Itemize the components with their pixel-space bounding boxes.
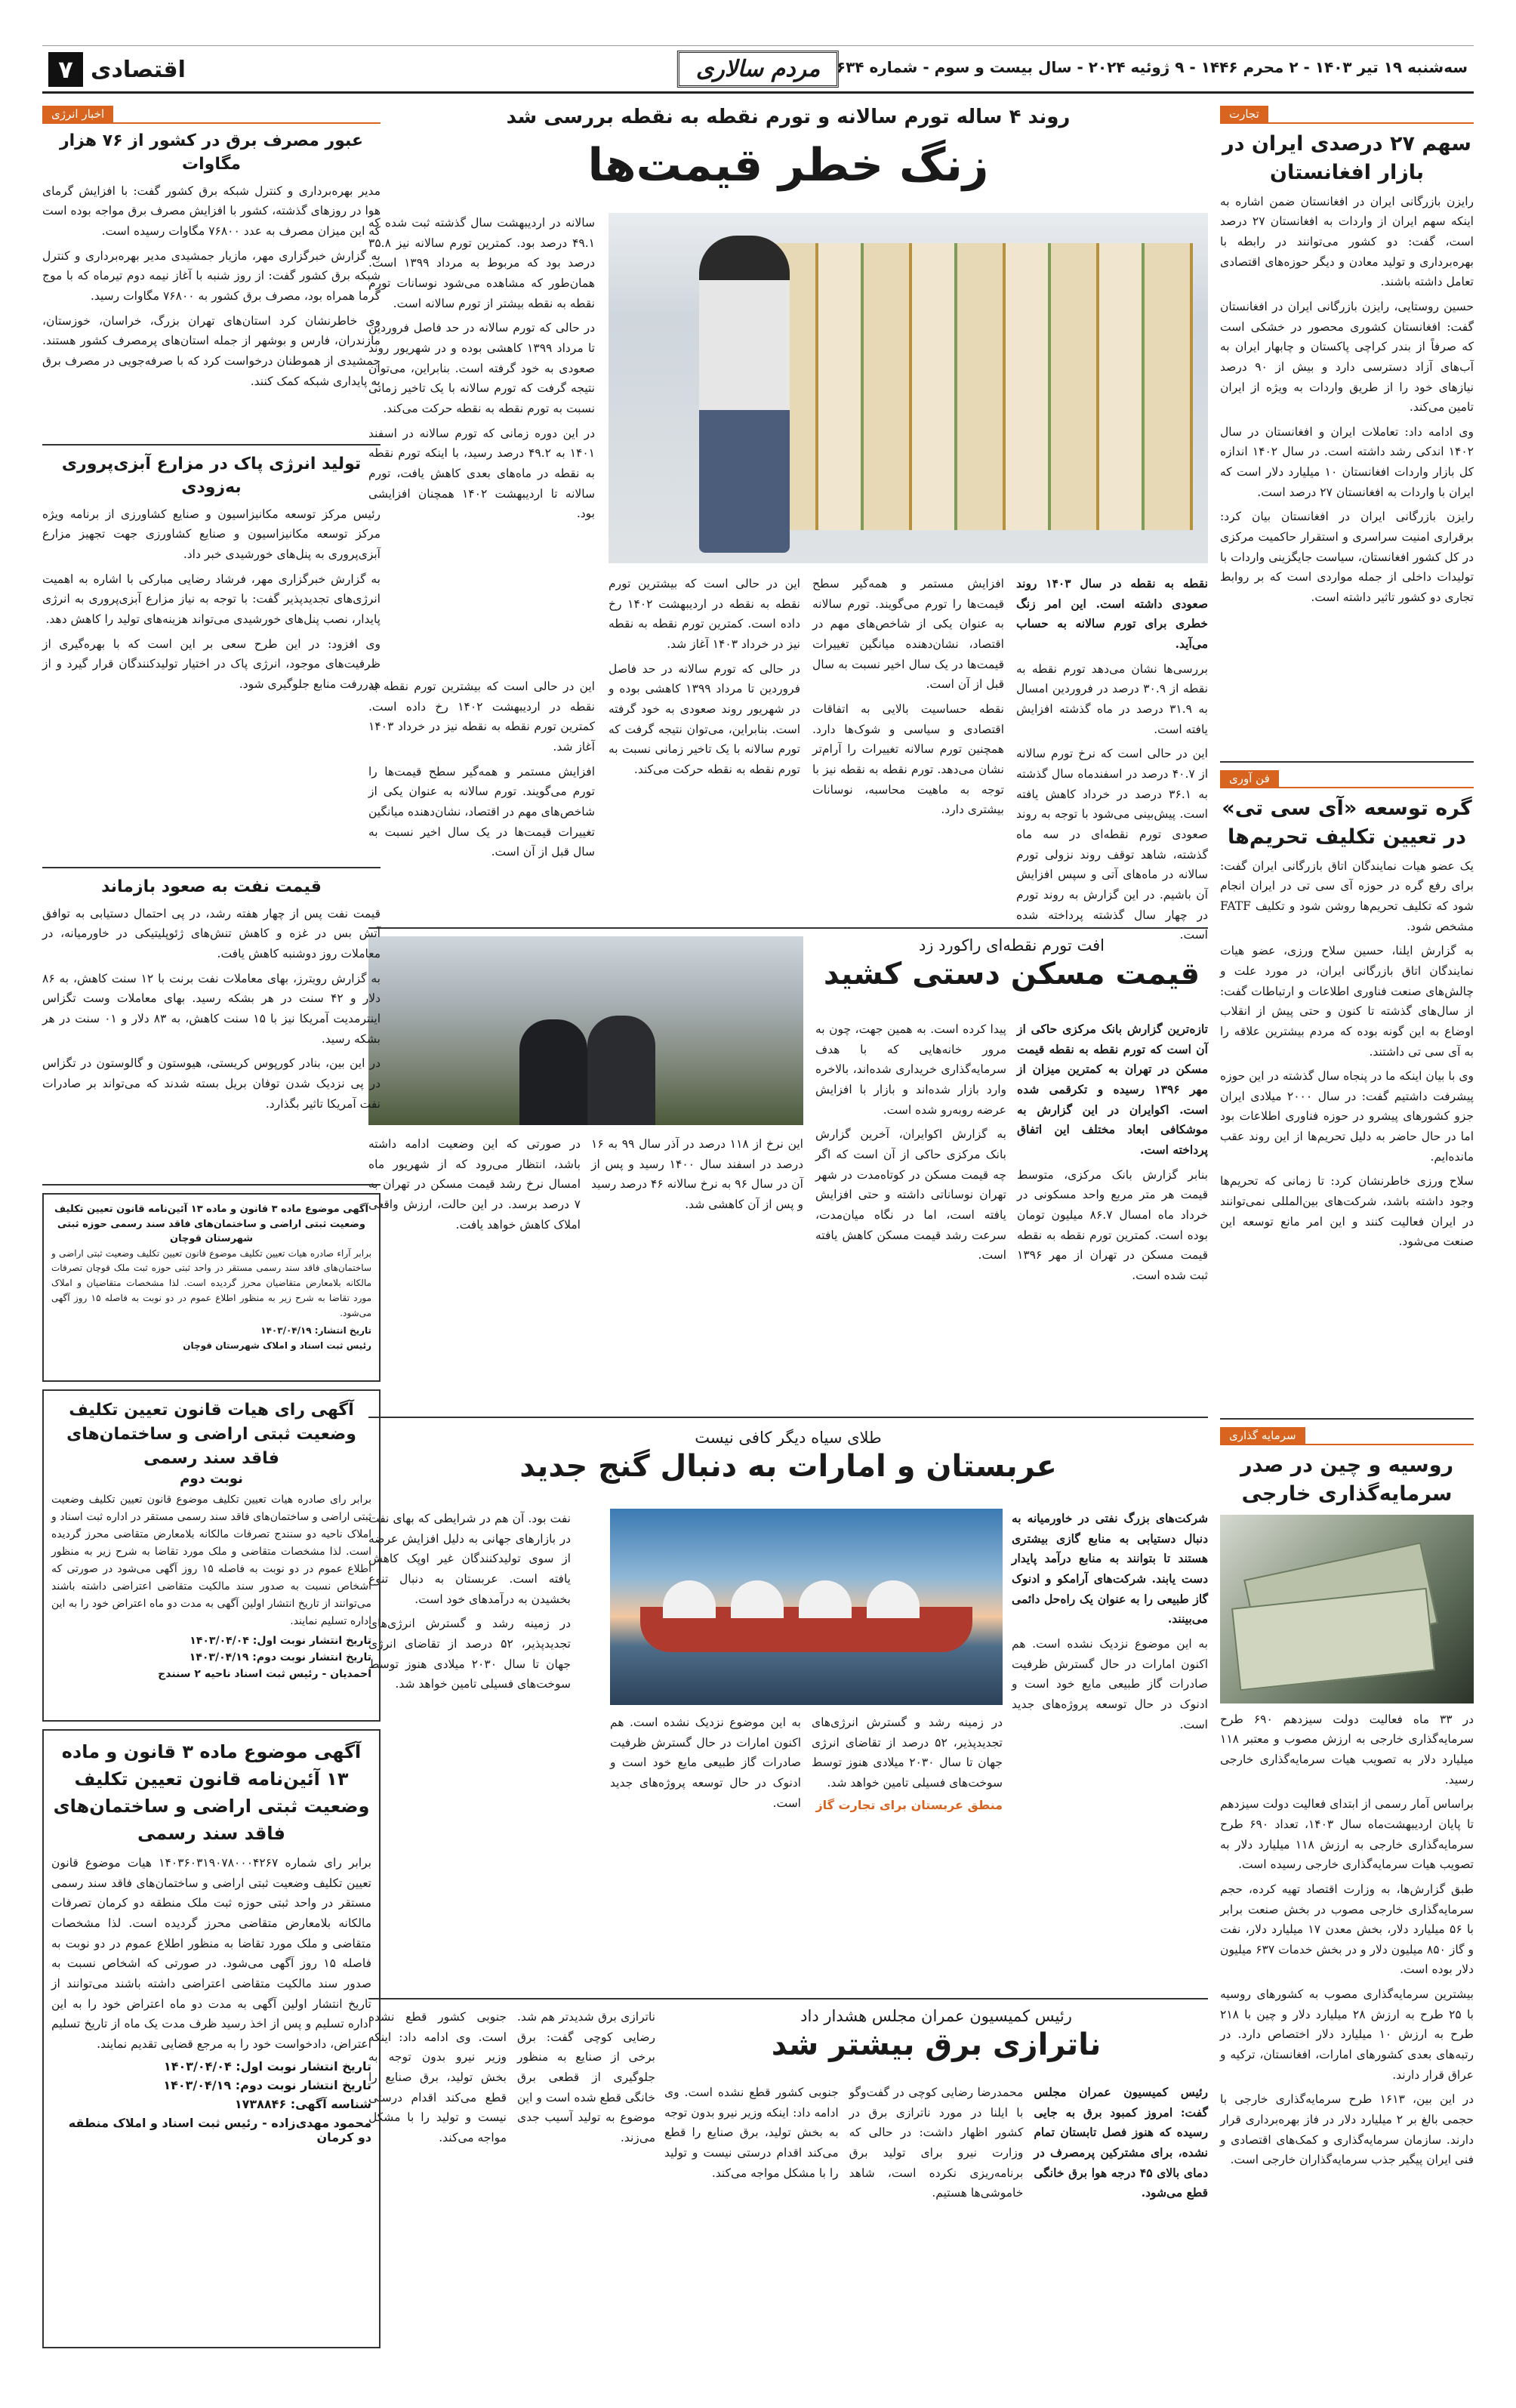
gas-paragraph: به این موضوع نزدیک نشده است. هم اکنون امارات در حال گسترش ظرفیت صادرات گاز طبیعی مایع خود است و ادنوک در حال توسعه پروژه‌های جدید است. [610, 1716, 801, 1810]
notice-kerman-title: آگهی موضوع ماده ۳ قانون و ماده ۱۳ آئین‌نامه قانون تعیین تکلیف وضعیت ثبتی اراضی و ساختمان‌های فاقد سند رسمی [53, 1741, 370, 1844]
trade-paragraph: رایزن بازرگانی ایران در افغانستان ضمن اشاره به اینکه سهم ایران از واردات به افغانستان ۲۷ درصد است، گفت: دو کشور می‌توانند در رابطه با بهره‌برداری و تولید معادن و دیگر حوزه‌های اقتصادی تعامل داشته باشند. [1220, 194, 1474, 289]
gas-lede: شرکت‌های بزرگ نفتی در خاورمیانه به دنبال دستیابی به منابع گازی بیشتری هستند تا بتوانند به منابع درآمد پایدار دست یابند. شرکت‌های آرامکو و ادنوک گاز طبیعی را به عنوان یک راه‌حل دائمی می‌بینند. [1012, 1511, 1208, 1626]
gas-paragraph: نفت بود. آن هم در شرایطی که بهای نفت در بازارهای جهانی به دلیل افزایش عرضه از سوی تولیدکنندگان غیر اوپک کاهش یافته است. عربستان به دنبال تنوع بخشیدن به درآمدهای خود است. [368, 1512, 571, 1606]
invest-paragraph: طبق گزارش‌ها، به وزارت اقتصاد تهیه کرده، حجم سرمایه‌گذاری خارجی مصوب در بخش صنعت برابر با ۵۶ میلیارد دلار، بخش معدن ۱۷ میلیارد دلار، نفت و گاز ۸۵۰ میلیون دلار و در بخش خدمات ۶۳۷ میلیون دلار بوده است. [1220, 1882, 1474, 1977]
newspaper-logo: مردم سالاری [677, 51, 839, 88]
agri-energy-paragraph: به گزارش خبرگزاری مهر، فرشاد رضایی مبارکی با اشاره به اهمیت انرژی‌های تجدیدپذیر گفت: با توجه به نیاز مزارع آبزی‌پروری به انرژی پایدار، نصب پنل‌های خورشیدی می‌تواند هزینه‌های تولید را کاهش دهد. [42, 572, 381, 626]
notice-sanandaj-signature: احمدیان - رئیس ثبت اسناد ناحیه ۲ سنندج [158, 1668, 371, 1681]
gas-kicker: طلای سیاه دیگر کافی نیست [695, 1429, 882, 1447]
trade-paragraph: حسین روستایی، رایزن بازرگانی ایران در افغانستان گفت: افغانستان کشوری محصور در خشکی است که صرفاً از بندر کراچی پاکستان و چابهار ایران به آب‌های آزاد دسترسی دارد و بیش از ۹۰ درصد نیازهای خود را از طریق واردات به ویژه از ایران تامین می‌کند. [1220, 299, 1474, 415]
electricity-paragraph: وی خاطرنشان کرد استان‌های تهران بزرگ، خراسان، خوزستان، مازندران، فارس و بوشهر از جمله استان‌های پرمصرف کشور هستند. جمشیدی از هموطنان درخواست کرد که با صرفه‌جویی در مصرف برق به پایداری شبکه کمک کنند. [42, 313, 381, 388]
invest-headline: روسیه و چین در صدر سرمایه‌گذاری خارجی [1240, 1454, 1454, 1506]
power-lede: رئیس کمیسیون عمران مجلس گفت: امروز کمبود برق به جایی رسیده که هنوز فصل تابستان تمام نشده، برای مشترکین پرمصرف در دمای بالای ۴۵ درجه هوا برق خانگی قطع می‌شود. [1034, 2085, 1208, 2200]
power-paragraph: محمدرضا رضایی کوچی در گفت‌وگو با ایلنا در مورد ناترازی برق در کشور اظهار داشت: در حالی که وزارت نیرو برای تولید برق برنامه‌ریزی نکرده است، شاهد خاموشی‌ها هستیم. [849, 2086, 1024, 2200]
invest-paragraph: در ۳۳ ماه فعالیت دولت سیزدهم ۶۹۰ طرح سرمایه‌گذاری خارجی به ارزش مصوب و معتبر ۱۱۸ میلیارد دلار به تصویب هیات سرمایه‌گذاری خارجی رسید. [1220, 1712, 1474, 1787]
housing-paragraph: در صورتی که این وضعیت ادامه داشته باشد، انتظار می‌رود که از شهریور ماه امسال نرخ رشد قیمت مسکن در تهران به ۷ درصد برسد. در این حالت، ارزش واقعی املاک کاهش خواهد یافت. [368, 1137, 581, 1232]
trade-paragraph: رایزن بازرگانی ایران در افغانستان بیان کرد: برقراری امنیت سراسری و استقرار حاکمیت مرکزی در کل کشور افغانستان، سیاست جایگزینی واردات با تولیدات داخلی از جمله مواردی است که بر روابط تجاری دو کشور تاثیر داشته است. [1220, 510, 1474, 605]
housing-kicker: افت تورم نقطه‌ای راکورد زد [918, 936, 1105, 954]
fatf-paragraph: سلاح ورزی خاطرنشان کرد: تا زمانی که تحریم‌ها وجود داشته باشد، شرکت‌های بین‌المللی نمی‌توانند در ایران فعالیت کنند و این امر مانع توسعه این صنعت می‌شود. [1220, 1174, 1474, 1249]
lead-kicker: روند ۴ ساله تورم سالانه و تورم نقطه به نقطه بررسی شد [506, 106, 1071, 128]
agri-energy-paragraph: وی افزود: در این طرح سعی بر این است که با بهره‌گیری از ظرفیت‌های موجود، انرژی پاک در اختیار تولیدکنندگان قرار گیرد و از هدررفت منابع جلوگیری شود. [42, 637, 381, 691]
lead-paragraph: در حالی که تورم سالانه در حد فاصل فروردین تا مرداد ۱۳۹۹ کاهشی بوده و در شهریور روند صعودی به خود گرفته است. بنابراین، می‌توان نتیجه گرفت که تورم سالانه با یک تاخیر زمانی نسبت به تورم نقطه به نقطه حرکت می‌کند. [368, 321, 595, 415]
notice-kerman-date2: تاریخ انتشار نوبت دوم: ۱۴۰۳/۰۴/۱۹ [163, 2077, 371, 2092]
notice-kerman-code: شناسه آگهی: ۱۷۳۸۸۴۶ [234, 2096, 371, 2111]
agri-energy-article [42, 453, 381, 868]
lead-paragraph: سالانه در اردیبهشت سال گذشته ثبت شده که ۴۹.۱ درصد بود. کمترین تورم سالانه نیز ۳۵.۸ درصد بود که مربوط به مرداد ۱۳۹۹ است. همان‌طور که مشاهده می‌شود نوسانات تورم نقطه به نقطه بیشتر از تورم سالانه است. [368, 216, 595, 310]
lng-tanker-photo [610, 1509, 1003, 1705]
lead-paragraph: افزایش مستمر و همه‌گیر سطح قیمت‌ها را تورم می‌گویند. تورم سالانه به عنوان یکی از شاخص‌های مهم در اقتصاد، نشان‌دهنده میانگین تغییرات قیمت‌ها در یک سال اخیر نسبت به سال قبل از آن است. [368, 764, 595, 859]
electricity-tag: اخبار انرژی [42, 106, 113, 122]
lead-lede: نقطه به نقطه در سال ۱۴۰۳ روند صعودی داشته است. این امر زنگ خطری برای تورم سالانه به حساب می‌آید. [1016, 576, 1208, 651]
housing-paragraph: این نرخ از ۱۱۸ درصد در آذر سال ۹۹ به ۱۶ درصد در اسفند سال ۱۴۰۰ رسید و پس از آن در سال ۹۶ به نرخ سالانه ۴۶ درصد رسید و پس از آن کاهشی شد. [591, 1137, 803, 1211]
section-header [48, 51, 186, 88]
agri-energy-headline: تولید انرژی پاک در مزارع آبزی‌پروری به‌زودی [61, 455, 362, 497]
issue-date: سه‌شنبه ۱۹ تیر ۱۴۰۳ - ۲ محرم ۱۴۴۶ - ۹ ژوئیه ۲۰۲۴ - سال بیست و سوم - شماره ۶۳۴ [836, 58, 1468, 76]
left-column [42, 106, 381, 2363]
city-skyline-photo [368, 936, 803, 1125]
trade-article [1220, 106, 1474, 763]
page-number: ۷ [48, 52, 83, 87]
oil-price-paragraph: به گزارش رویترز، بهای معاملات نفت برنت با ۱۲ سنت کاهش، به ۸۶ دلار و ۴۲ سنت در هر بشکه رسید. بهای معاملات وست تگزاس اینترمدیت آمریکا نیز با ۱۵ سنت کاهش، به ۸۳ دلار و ۰۱ سنت در هر بشکه رسید. [42, 971, 381, 1046]
notice-quchan-title: آگهی موضوع ماده ۳ قانون و ماده ۱۳ آئین‌نامه قانون تعیین تکلیف وضعیت ثبتی اراضی و ساختمان‌های فاقد سند رسمی حوزه ثبتی شهرستان قوچان [54, 1204, 368, 1244]
gas-source-subhead: منطق عربستان برای تجارت گاز [815, 1797, 1003, 1812]
housing-article [368, 927, 1208, 1418]
agri-energy-paragraph: رئیس مرکز توسعه مکانیزاسیون و صنایع کشاورزی از برنامه ویژه مرکز توسعه مکانیزاسیون و صنایع کشاورزی جهت تجهیز مزارع آبزی‌پروری به پنل‌های خورشیدی خبر داد. [42, 507, 381, 561]
lead-headline: زنگ خطر قیمت‌ها [587, 139, 989, 192]
notice-sanandaj [42, 1389, 381, 1722]
fatf-paragraph: وی با بیان اینکه ما در پنجاه سال گذشته در این حوزه پیشرفت داشتیم گفت: در سال ۲۰۰۰ میلادی ایران جزو کشورهای پیشرو در حوزه فناوری اطلاعات بود اما در حال حاضر به دلیل تحریم‌ها از این روند عقب مانده‌ایم. [1220, 1069, 1474, 1164]
housing-headline: قیمت مسکن دستی کشید [823, 957, 1200, 991]
power-article [368, 2007, 1208, 2362]
electricity-article [42, 106, 381, 446]
lead-paragraph: در حالی که تورم سالانه در حد فاصل فروردین تا مرداد ۱۳۹۹ کاهشی بوده و در شهریور روند صعودی به خود گرفته است. بنابراین، می‌توان نتیجه گرفت که تورم سالانه با یک تاخیر زمانی نسبت به تورم نقطه به نقطه حرکت می‌کند. [609, 661, 800, 776]
invest-article [1220, 1427, 1474, 2348]
housing-paragraph: بنابر گزارش بانک مرکزی، متوسط قیمت هر متر مربع واحد مسکونی در خرداد ماه امسال ۸۶.۷ میلیون تومان بوده است. کمترین تورم نقطه به نقطه قیمت مسکن در تهران از مهر ۱۳۹۶ ثبت شده است. [1017, 1167, 1208, 1282]
trade-headline: سهم ۲۷ درصدی ایران در بازار افغانستان [1222, 132, 1471, 184]
notice-kerman [42, 1729, 381, 2348]
invest-paragraph: براساس آمار رسمی از ابتدای فعالیت دولت سیزدهم تا پایان اردیبهشت‌ماه سال ۱۴۰۳، تعداد ۶۹۰ طرح سرمایه‌گذاری خارجی به ارزش ۱۱۸ میلیارد دلار به تصویب هیات سرمایه‌گذاری خارجی رسیده است. [1220, 1797, 1474, 1872]
oil-price-article [42, 876, 381, 1186]
housing-lede: تازه‌ترین گزارش بانک مرکزی حاکی از آن است که تورم نقطه به نقطه قیمت مسکن در تهران به کمترین میزان از مهر ۱۳۹۶ رسیده و تکرقمی شده است. اکوایران در این گزارش به موشکافی ابعاد مختلف این اتفاق پرداخته است. [1017, 1022, 1208, 1157]
power-paragraph: ناترازی برق شدیدتر هم شد. رضایی کوچی گفت: برق برخی از صنایع به منظور جلوگیری از قطعی برق خانگی قطع شده است و این موضوع به تولید آسیب جدی می‌زند. [517, 2010, 655, 2144]
electricity-headline: عبور مصرف برق در کشور از ۷۶ هزار مگاوات [59, 131, 364, 174]
housing-paragraph: پیدا کرده است. به همین جهت، چون به مرور خانه‌هایی که با هدف سرمایه‌گذاری خریداری شده‌اند، بالاخره وارد بازار شده‌اند و بازار با افزایش عرضه روبه‌رو شده است. [815, 1022, 1006, 1117]
gas-paragraph: در زمینه رشد و گسترش انرژی‌های تجدیدپذیر، ۵۲ درصد از تقاضای انرژی جهان تا سال ۲۰۳۰ میلادی هنوز توسط سوخت‌های فسیلی تامین خواهد شد. [368, 1617, 571, 1691]
lead-paragraph: این در حالی است که بیشترین تورم نقطه به نقطه در اردیبهشت ۱۴۰۲ رخ داده است. کمترین تورم نقطه به نقطه نیز در خرداد ۱۴۰۳ آغاز شد. [609, 577, 800, 651]
power-headline: ناترازی برق بیشتر شد [771, 2027, 1102, 2062]
gas-headline: عربستان و امارات به دنبال گنج جدید [519, 1449, 1057, 1484]
fatf-tag: فن آوری [1220, 770, 1279, 787]
notice-kerman-signature: محمود مهدی‌زاده - رئیس ثبت اسناد و املاک منطقه دو کرمان [68, 2115, 371, 2144]
notice-sanandaj-title: آگهی رای هیات قانون تعیین تکلیف وضعیت ثبتی اراضی و ساختمان‌های فاقد سند رسمی [66, 1401, 356, 1468]
lead-paragraph: نقطه حساسیت بالایی به اتفاقات اقتصادی و سیاسی و شوک‌ها دارد. همچنین تورم سالانه تغییرات را آرام‌تر نشان می‌دهد. تورم نقطه به نقطه نیز با توجه به ماهیت محاسبه، نوسانات بیشتری دارد. [812, 701, 1004, 817]
section-label: اقتصادی [91, 56, 186, 83]
oil-price-paragraph: در این بین، بنادر کورپوس کریستی، هیوستون و گالوستون در تگزاس در پی نزدیک شدن توفان بریل بسته شدند که می‌تواند بر صادرات نفت آمریکا تاثیر بگذارد. [42, 1056, 381, 1111]
rice-shelves-photo [609, 213, 1208, 563]
notice-sanandaj-date1: تاریخ انتشار نوبت اول: ۱۴۰۳/۰۴/۰۴ [190, 1635, 371, 1648]
power-paragraph: جنوبی کشور قطع نشده است. وی ادامه داد: اینکه وزیر نیرو بدون توجه به بخش تولید، برق صنایع را قطع می‌کند اقدام درستی نیست و تولید را با مشکل مواجه می‌کند. [368, 2010, 507, 2144]
dollar-bills-photo [1220, 1515, 1474, 1703]
notice-quchan-signature: رئیس ثبت اسناد و املاک شهرستان قوچان [183, 1340, 371, 1352]
notice-quchan-body: برابر آراء صادره هیات تعیین تکلیف موضوع قانون تعیین تکلیف وضعیت ثبتی اراضی و ساختمان‌های فاقد سند رسمی مستقر در واحد ثبتی حوزه ثبت ملک قوچان تصرفات مالکانه بلامعارض متقاضیان محرز گردیده است. لذا مشخصات متقاضیان و املاک مورد تقاضا به شرح زیر به منظور اطلاع عموم در دو نوبت به فاصله ۱۵ روز آگهی می‌شود. [51, 1247, 372, 1318]
notice-quchan [42, 1193, 381, 1382]
notice-kerman-date1: تاریخ انتشار نوبت اول: ۱۴۰۳/۰۴/۰۴ [163, 2058, 371, 2073]
masthead [42, 45, 1474, 94]
notice-quchan-date: تاریخ انتشار: ۱۴۰۳/۰۴/۱۹ [260, 1325, 371, 1337]
notice-sanandaj-date2: تاریخ انتشار نوبت دوم: ۱۴۰۳/۰۴/۱۹ [189, 1651, 371, 1664]
power-paragraph: جنوبی کشور قطع نشده است. وی ادامه داد: اینکه وزیر نیرو بدون توجه به بخش تولید، برق صنایع را قطع می‌کند اقدام درستی نیست و تولید را با مشکل مواجه می‌کند. [664, 2086, 839, 2180]
lead-paragraph: این در حالی است که بیشترین تورم نقطه به نقطه در اردیبهشت ۱۴۰۲ رخ داده است. کمترین تورم نقطه به نقطه نیز در خرداد ۱۴۰۳ آغاز شد. [368, 680, 595, 754]
electricity-paragraph: مدیر بهره‌برداری و کنترل شبکه برق کشور گفت: با افزایش گرمای هوا در روزهای گذشته، کشور با افزایش مصرف برق مواجه بوده است که این میزان مصرف به عدد ۷۶۸۰۰ مگاوات رسیده است. [42, 183, 381, 238]
lead-paragraph: بررسی‌ها نشان می‌دهد تورم نقطه به نقطه از ۳۰.۹ درصد در فروردین امسال به ۳۱.۹ درصد در ماه گذشته افزایش یافته است. [1016, 661, 1209, 736]
invest-paragraph: در این بین، ۱۶۱۳ طرح سرمایه‌گذاری خارجی با حجمی بالغ بر ۲ میلیارد دلار در فاز بهره‌برداری قرار دارند. سازمان سرمایه‌گذاری و کمک‌های اقتصادی و فنی ایران پیگیر جذب سرمایه‌گذاران خارجی است. [1220, 2092, 1474, 2167]
oil-price-headline: قیمت نفت به صعود بازماند [101, 877, 322, 896]
housing-paragraph: به گزارش اکوایران، آخرین گزارش بانک مرکزی حاکی از آن است که اگر چه قیمت مسکن در کوتاه‌مدت در شهر تهران نوساناتی داشته و حتی افزایش یافته است، اما در نگاه میان‌مدت، سرعت رشد قیمت مسکن کاهش یافته است. [815, 1127, 1006, 1263]
fatf-paragraph: به گزارش ایلنا، حسین سلاح ورزی، عضو هیات نمایندگان اتاق بازرگانی ایران، در مورد علت و چالش‌های صنعت فناوری اطلاعات و ارتباطات گفت: از سال‌های گذشته تا کنون و حتی پیش از انقلاب اوضاع به این گونه بوده که مردم بیشترین علاقه را به آی سی تی داشتند. [1220, 944, 1474, 1059]
fatf-paragraph: یک عضو هیات نمایندگان اتاق بازرگانی ایران گفت: برای رفع گره در حوزه آی سی تی در ایران انجام شود که تکلیف تحریم‌ها روشن شود و تکلیف FATF مشخص شود. [1220, 859, 1474, 933]
trade-paragraph: وی ادامه داد: تعاملات ایران و افغانستان در سال ۱۴۰۲ اندکی رشد داشته است. در سال ۱۴۰۲ اندازه کل بازار واردات افغانستان ۱۰ میلیارد دلار است که ایران با واردات به افغانستان ۲۷ درصد است. [1220, 424, 1474, 499]
lead-paragraph: این در حالی است که نرخ تورم سالانه از ۴۰.۷ درصد در اسفندماه سال گذشته به ۳۶.۱ درصد در خرداد کاهش یافته است. پیش‌بینی می‌شود با توجه به روند صعودی تورم نقطه‌ای در سه ماه گذشته، شاهد توقف روند نزولی تورم سالانه در ماه‌های آتی و سپس افزایش آن باشیم. در این گزارش به روند تورم در چهار سال گذشته پرداخته شده است. [1016, 747, 1209, 942]
right-column [1220, 106, 1474, 2356]
lead-article [368, 106, 1209, 942]
electricity-paragraph: به گزارش خبرگزاری مهر، مازیار جمشیدی مدیر بهره‌برداری و کنترل شبکه برق کشور گفت: از روز شنبه با آغاز نیمه دوم تیرماه که با موج گرما همراه بود، مصرف برق کشور به ۷۶۸۰۰ مگاوات رسید. [42, 248, 381, 303]
lead-paragraph: افزایش مستمر و همه‌گیر سطح قیمت‌ها را تورم می‌گویند. تورم سالانه به عنوان یکی از شاخص‌های مهم در اقتصاد، نشان‌دهنده میانگین تغییرات قیمت‌ها در یک سال اخیر نسبت به سال قبل از آن است. [812, 577, 1004, 692]
notice-sanandaj-subtitle: نوبت دوم [180, 1470, 243, 1487]
fatf-article [1220, 770, 1474, 1420]
gas-paragraph: به این موضوع نزدیک نشده است. هم اکنون امارات در حال گسترش ظرفیت صادرات گاز طبیعی مایع خود است و ادنوک در حال توسعه پروژه‌های جدید است. [1012, 1636, 1208, 1731]
power-kicker: رئیس کمیسیون عمران مجلس هشدار داد [800, 2007, 1072, 2025]
trade-tag: تجارت [1220, 106, 1268, 122]
invest-paragraph: بیشترین سرمایه‌گذاری مصوب به کشورهای روسیه با ۲۵ طرح به ارزش ۲۸ میلیارد دلار و چین با ۲۱۸ طرح به ارزش ۱۰ میلیارد دلار اختصاص دارد. در رتبه‌های بعدی کشورهای امارات، افغانستان، ترکیه و عراق قرار دارند. [1220, 1987, 1474, 2082]
lead-paragraph: در این دوره زمانی که تورم سالانه در اسفند ۱۴۰۱ به ۴۹.۲ درصد رسید، با اینکه تورم نقطه به نقطه در ماه‌های بعدی کاهش یافت، تورم سالانه تا اردیبهشت ۱۴۰۲ همچنان افزایشی بود. [368, 426, 596, 521]
invest-tag: سرمایه گذاری [1220, 1427, 1305, 1444]
fatf-headline: گره توسعه «آی سی تی» در تعیین تکلیف تحریم‌ها [1222, 797, 1472, 849]
oil-price-paragraph: قیمت نفت پس از چهار هفته رشد، در پی احتمال دستیابی به توافق آتش بس در غزه و کاهش تنش‌های ژئوپلیتیکی در خاورمیانه، در معاملات روز دوشنبه کاهش یافت. [42, 906, 381, 961]
gas-paragraph: در زمینه رشد و گسترش انرژی‌های تجدیدپذیر، ۵۲ درصد از تقاضای انرژی جهان تا سال ۲۰۳۰ میلادی هنوز توسط سوخت‌های فسیلی تامین خواهد شد. [812, 1716, 1003, 1790]
gas-article [368, 1426, 1208, 1999]
notice-kerman-body: برابر رای شماره ۱۴۰۳۶۰۳۱۹۰۷۸۰۰۰۴۲۶۷ هیات موضوع قانون تعیین تکلیف وضعیت ثبتی اراضی و ساختمان‌های فاقد سند رسمی مستقر در واحد ثبتی حوزه ثبت ملک منطقه دو کرمان تصرفات مالکانه بلامعارض متقاضی محرز گردیده است. لذا مشخصات متقاضی و ملک مورد تقاضا به منظور اطلاع عموم در دو نوبت به فاصله ۱۵ روز آگهی می‌شود. در صورتی که اشخاص نسبت به صدور سند مالکیت متقاضی اعتراضی داشته باشند می‌توانند از تاریخ انتشار اولین آگهی به مدت دو ماه اعتراض خود را به این اداره تسلیم و پس از اخذ رسید ظرف مدت یک ماه از تاریخ تسلیم اعتراض، دادخواست خود را به مرجع قضایی تقدیم نمایند. [51, 1856, 371, 2051]
notice-sanandaj-body: برابر رای صادره هیات تعیین تکلیف موضوع قانون تعیین تکلیف وضعیت ثبتی اراضی و ساختمان‌های فاقد سند رسمی مستقر در اداره ثبت اسناد و املاک ناحیه دو سنندج تصرفات مالکانه بلامعارض متقاضی محرز گردیده است. لذا مشخصات متقاضی و ملک مورد تقاضا به شرح زیر به منظور اطلاع عموم در دو نوبت به فاصله ۱۵ روز آگهی می‌شود در صورتی که اشخاص نسبت به صدور سند مالکیت متقاضی اعتراضی داشته باشند می‌توانند از تاریخ انتشار اولین آگهی به مدت دو ماه اعتراض خود را به این اداره تسلیم نمایند. [51, 1493, 372, 1628]
